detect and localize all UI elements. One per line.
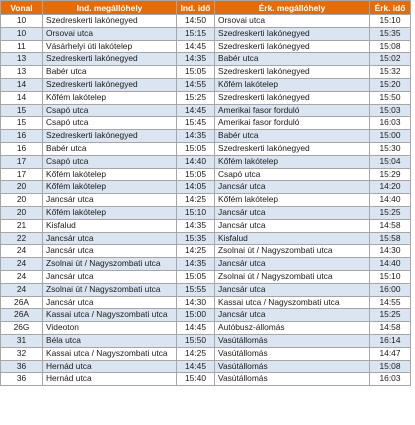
cell-arrival-stop: Szedreskerti lakónegyed bbox=[215, 91, 370, 104]
cell-arrival-stop: Kőfém lakótelep bbox=[215, 78, 370, 91]
cell-line: 16 bbox=[1, 142, 43, 155]
cell-arrival-time: 15:25 bbox=[370, 206, 411, 219]
cell-line: 22 bbox=[1, 232, 43, 245]
cell-departure-stop: Vásárhelyi úti lakótelep bbox=[43, 40, 177, 53]
cell-departure-stop: Csapó utca bbox=[43, 117, 177, 130]
cell-departure-time: 14:45 bbox=[177, 360, 215, 373]
cell-departure-stop: Szedreskerti lakónegyed bbox=[43, 15, 177, 28]
cell-departure-time: 14:35 bbox=[177, 53, 215, 66]
table-row bbox=[1, 283, 411, 296]
cell-arrival-stop: Orsovai utca bbox=[215, 15, 370, 28]
table-row bbox=[1, 296, 411, 309]
cell-arrival-stop: Zsolnai út / Nagyszombati utca bbox=[215, 270, 370, 283]
header-row bbox=[1, 1, 411, 15]
cell-departure-time: 15:55 bbox=[177, 283, 215, 296]
cell-arrival-stop: Szedreskerti lakónegyed bbox=[215, 142, 370, 155]
table-row bbox=[1, 53, 411, 66]
cell-departure-stop: Jancsár utca bbox=[43, 270, 177, 283]
table-row bbox=[1, 155, 411, 168]
cell-line: 11 bbox=[1, 40, 43, 53]
cell-departure-time: 14:05 bbox=[177, 181, 215, 194]
cell-departure-stop: Szedreskerti lakónegyed bbox=[43, 53, 177, 66]
cell-line: 24 bbox=[1, 270, 43, 283]
cell-arrival-stop: Kőfém lakótelep bbox=[215, 194, 370, 207]
cell-arrival-time: 14:55 bbox=[370, 296, 411, 309]
table-row bbox=[1, 117, 411, 130]
header-arrival-stop: Érk. megállóhely bbox=[215, 1, 370, 15]
cell-arrival-time: 15:10 bbox=[370, 15, 411, 28]
cell-departure-stop: Csapó utca bbox=[43, 104, 177, 117]
table-row bbox=[1, 232, 411, 245]
cell-departure-stop: Béla utca bbox=[43, 334, 177, 347]
cell-arrival-stop: Amerikai fasor forduló bbox=[215, 104, 370, 117]
table-row bbox=[1, 334, 411, 347]
cell-arrival-time: 16:14 bbox=[370, 334, 411, 347]
table-header bbox=[1, 1, 411, 15]
cell-line: 36 bbox=[1, 373, 43, 386]
cell-arrival-time: 14:58 bbox=[370, 219, 411, 232]
cell-departure-stop: Hernád utca bbox=[43, 373, 177, 386]
cell-departure-time: 14:25 bbox=[177, 245, 215, 258]
table-row bbox=[1, 258, 411, 271]
cell-departure-stop: Kassai utca / Nagyszombati utca bbox=[43, 347, 177, 360]
cell-departure-stop: Jancsár utca bbox=[43, 245, 177, 258]
cell-line: 20 bbox=[1, 194, 43, 207]
cell-departure-time: 15:05 bbox=[177, 168, 215, 181]
cell-line: 15 bbox=[1, 104, 43, 117]
cell-line: 13 bbox=[1, 66, 43, 79]
cell-line: 32 bbox=[1, 347, 43, 360]
cell-arrival-stop: Kisfalud bbox=[215, 232, 370, 245]
header-departure-stop: Ind. megállóhely bbox=[43, 1, 177, 15]
table-row bbox=[1, 91, 411, 104]
cell-arrival-time: 14:40 bbox=[370, 258, 411, 271]
cell-line: 14 bbox=[1, 91, 43, 104]
table-body bbox=[1, 15, 411, 386]
cell-arrival-stop: Zsolnai út / Nagyszombati utca bbox=[215, 245, 370, 258]
cell-arrival-stop: Szedreskerti lakónegyed bbox=[215, 27, 370, 40]
cell-arrival-stop: Jancsár utca bbox=[215, 206, 370, 219]
cell-arrival-stop: Vasútállomás bbox=[215, 373, 370, 386]
cell-arrival-time: 15:00 bbox=[370, 130, 411, 143]
cell-line: 31 bbox=[1, 334, 43, 347]
cell-arrival-stop: Autóbusz-állomás bbox=[215, 322, 370, 335]
cell-departure-time: 15:40 bbox=[177, 373, 215, 386]
cell-departure-stop: Szedreskerti lakónegyed bbox=[43, 130, 177, 143]
cell-departure-stop: Kassai utca / Nagyszombati utca bbox=[43, 309, 177, 322]
cell-arrival-stop: Szedreskerti lakónegyed bbox=[215, 40, 370, 53]
table-row bbox=[1, 373, 411, 386]
table-row bbox=[1, 168, 411, 181]
cell-line: 20 bbox=[1, 181, 43, 194]
cell-arrival-time: 15:50 bbox=[370, 91, 411, 104]
cell-departure-time: 14:45 bbox=[177, 40, 215, 53]
cell-departure-time: 14:40 bbox=[177, 155, 215, 168]
cell-departure-stop: Kőfém lakótelep bbox=[43, 168, 177, 181]
cell-line: 10 bbox=[1, 27, 43, 40]
cell-departure-time: 14:35 bbox=[177, 219, 215, 232]
cell-departure-stop: Kőfém lakótelep bbox=[43, 181, 177, 194]
cell-arrival-time: 15:04 bbox=[370, 155, 411, 168]
cell-departure-stop: Zsolnai út / Nagyszombati utca bbox=[43, 258, 177, 271]
cell-departure-time: 15:45 bbox=[177, 117, 215, 130]
cell-arrival-stop: Vasútállomás bbox=[215, 360, 370, 373]
cell-arrival-time: 15:32 bbox=[370, 66, 411, 79]
table-row bbox=[1, 245, 411, 258]
table-row bbox=[1, 40, 411, 53]
cell-departure-time: 15:15 bbox=[177, 27, 215, 40]
table-row bbox=[1, 360, 411, 373]
cell-arrival-stop: Kőfém lakótelep bbox=[215, 155, 370, 168]
cell-departure-time: 15:50 bbox=[177, 334, 215, 347]
cell-departure-stop: Csapó utca bbox=[43, 155, 177, 168]
cell-departure-stop: Jancsár utca bbox=[43, 194, 177, 207]
table-row bbox=[1, 27, 411, 40]
table-row bbox=[1, 347, 411, 360]
cell-line: 17 bbox=[1, 168, 43, 181]
cell-arrival-time: 16:03 bbox=[370, 117, 411, 130]
table-row bbox=[1, 309, 411, 322]
cell-arrival-time: 15:20 bbox=[370, 78, 411, 91]
cell-departure-stop: Zsolnai út / Nagyszombati utca bbox=[43, 283, 177, 296]
cell-departure-stop: Kőfém lakótelep bbox=[43, 206, 177, 219]
cell-arrival-time: 15:30 bbox=[370, 142, 411, 155]
cell-arrival-time: 15:02 bbox=[370, 53, 411, 66]
cell-arrival-stop: Csapó utca bbox=[215, 168, 370, 181]
cell-departure-time: 14:30 bbox=[177, 296, 215, 309]
cell-line: 20 bbox=[1, 206, 43, 219]
cell-arrival-stop: Szedreskerti lakónegyed bbox=[215, 66, 370, 79]
cell-arrival-stop: Babér utca bbox=[215, 53, 370, 66]
cell-arrival-time: 16:03 bbox=[370, 373, 411, 386]
table-row bbox=[1, 194, 411, 207]
cell-arrival-time: 14:58 bbox=[370, 322, 411, 335]
cell-arrival-time: 15:35 bbox=[370, 27, 411, 40]
cell-departure-stop: Jancsár utca bbox=[43, 296, 177, 309]
cell-departure-stop: Kőfém lakótelep bbox=[43, 91, 177, 104]
cell-line: 14 bbox=[1, 78, 43, 91]
cell-line: 26A bbox=[1, 309, 43, 322]
cell-arrival-stop: Kassai utca / Nagyszombati utca bbox=[215, 296, 370, 309]
cell-arrival-time: 16:00 bbox=[370, 283, 411, 296]
cell-line: 16 bbox=[1, 130, 43, 143]
cell-arrival-time: 15:08 bbox=[370, 360, 411, 373]
table-row bbox=[1, 219, 411, 232]
cell-line: 26G bbox=[1, 322, 43, 335]
cell-departure-time: 14:45 bbox=[177, 104, 215, 117]
table-row bbox=[1, 78, 411, 91]
header-line: Vonal bbox=[1, 1, 43, 15]
cell-line: 10 bbox=[1, 15, 43, 28]
table-row bbox=[1, 66, 411, 79]
cell-arrival-time: 14:20 bbox=[370, 181, 411, 194]
table-row bbox=[1, 142, 411, 155]
cell-departure-stop: Babér utca bbox=[43, 66, 177, 79]
cell-departure-time: 15:10 bbox=[177, 206, 215, 219]
cell-departure-stop: Orsovai utca bbox=[43, 27, 177, 40]
cell-departure-time: 14:50 bbox=[177, 15, 215, 28]
cell-departure-time: 15:00 bbox=[177, 309, 215, 322]
cell-arrival-time: 15:10 bbox=[370, 270, 411, 283]
cell-departure-stop: Kisfalud bbox=[43, 219, 177, 232]
cell-arrival-stop: Jancsár utca bbox=[215, 258, 370, 271]
cell-arrival-stop: Jancsár utca bbox=[215, 219, 370, 232]
cell-arrival-stop: Vasútállomás bbox=[215, 334, 370, 347]
cell-arrival-stop: Amerikai fasor forduló bbox=[215, 117, 370, 130]
table-row bbox=[1, 15, 411, 28]
cell-departure-time: 15:35 bbox=[177, 232, 215, 245]
cell-arrival-time: 15:29 bbox=[370, 168, 411, 181]
cell-line: 24 bbox=[1, 258, 43, 271]
cell-line: 26A bbox=[1, 296, 43, 309]
cell-arrival-stop: Vasútállomás bbox=[215, 347, 370, 360]
cell-line: 15 bbox=[1, 117, 43, 130]
cell-departure-time: 15:05 bbox=[177, 270, 215, 283]
cell-departure-time: 14:35 bbox=[177, 258, 215, 271]
cell-line: 24 bbox=[1, 245, 43, 258]
cell-departure-stop: Hernád utca bbox=[43, 360, 177, 373]
cell-arrival-time: 15:08 bbox=[370, 40, 411, 53]
cell-line: 24 bbox=[1, 283, 43, 296]
cell-departure-stop: Jancsár utca bbox=[43, 232, 177, 245]
cell-departure-time: 15:25 bbox=[177, 91, 215, 104]
cell-arrival-time: 15:03 bbox=[370, 104, 411, 117]
cell-arrival-stop: Jancsár utca bbox=[215, 283, 370, 296]
cell-arrival-time: 15:58 bbox=[370, 232, 411, 245]
cell-departure-time: 15:05 bbox=[177, 142, 215, 155]
table-row bbox=[1, 206, 411, 219]
cell-departure-time: 14:45 bbox=[177, 322, 215, 335]
cell-arrival-time: 15:25 bbox=[370, 309, 411, 322]
cell-line: 13 bbox=[1, 53, 43, 66]
cell-departure-time: 14:35 bbox=[177, 130, 215, 143]
cell-departure-stop: Babér utca bbox=[43, 142, 177, 155]
header-arrival-time: Érk. idő bbox=[370, 1, 411, 15]
cell-departure-stop: Szedreskerti lakónegyed bbox=[43, 78, 177, 91]
table-row bbox=[1, 270, 411, 283]
header-departure-time: Ind. idő bbox=[177, 1, 215, 15]
table-row bbox=[1, 104, 411, 117]
cell-departure-time: 14:55 bbox=[177, 78, 215, 91]
table-row bbox=[1, 181, 411, 194]
cell-line: 17 bbox=[1, 155, 43, 168]
cell-departure-time: 14:25 bbox=[177, 347, 215, 360]
cell-arrival-stop: Jancsár utca bbox=[215, 309, 370, 322]
table-row bbox=[1, 322, 411, 335]
cell-departure-time: 14:25 bbox=[177, 194, 215, 207]
cell-arrival-stop: Babér utca bbox=[215, 130, 370, 143]
cell-line: 36 bbox=[1, 360, 43, 373]
cell-line: 21 bbox=[1, 219, 43, 232]
cell-arrival-time: 14:40 bbox=[370, 194, 411, 207]
cell-arrival-stop: Jancsár utca bbox=[215, 181, 370, 194]
cell-arrival-time: 14:30 bbox=[370, 245, 411, 258]
table-row bbox=[1, 130, 411, 143]
cell-arrival-time: 14:47 bbox=[370, 347, 411, 360]
cell-departure-stop: Videoton bbox=[43, 322, 177, 335]
cell-departure-time: 15:05 bbox=[177, 66, 215, 79]
